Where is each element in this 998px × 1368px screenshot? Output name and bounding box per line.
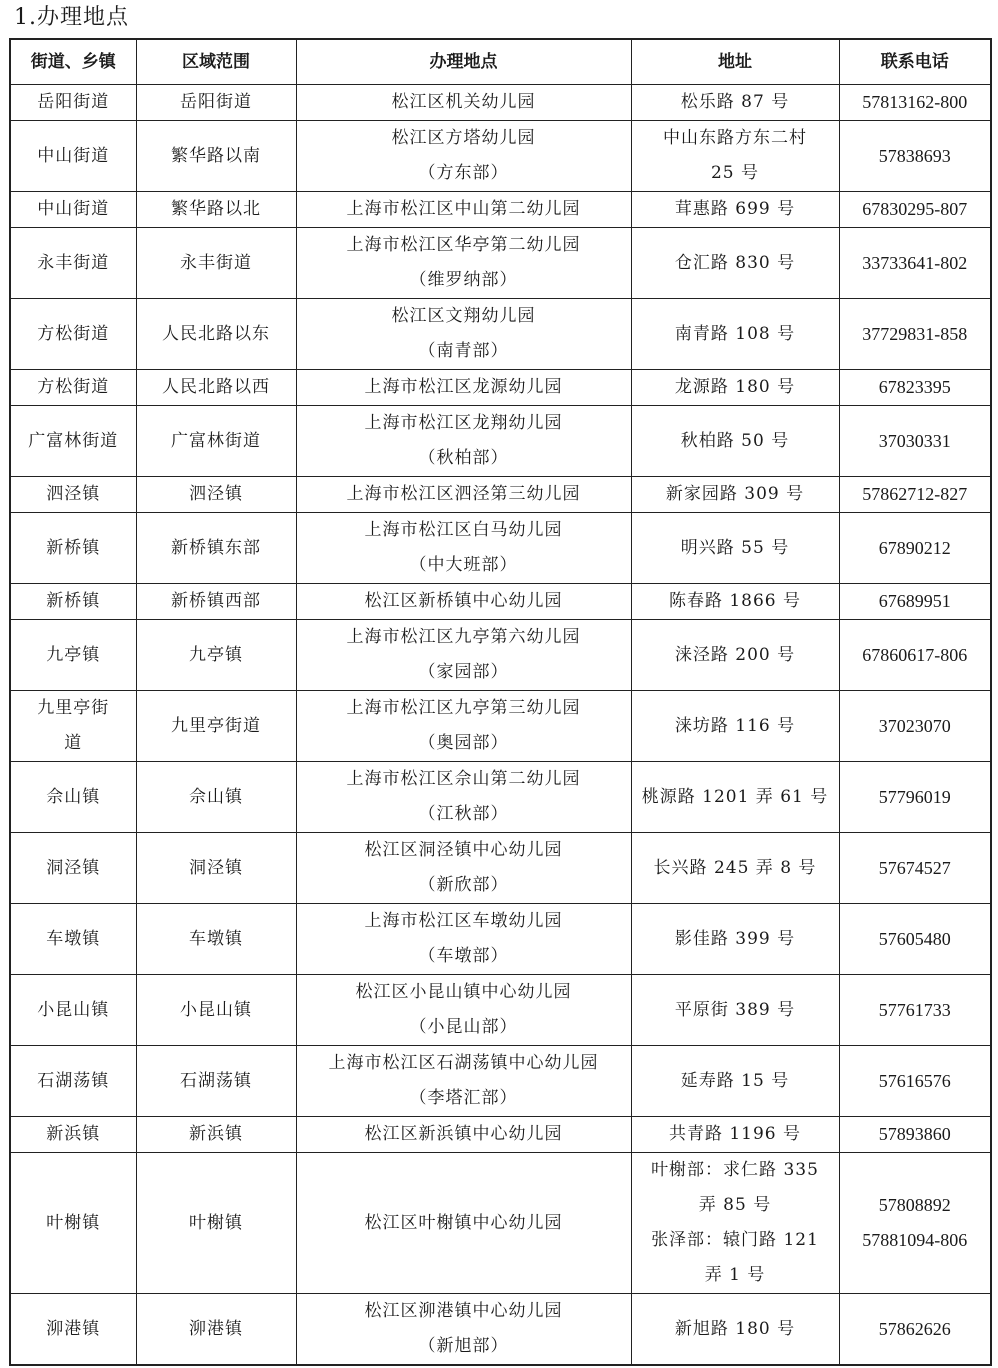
cell-place-line: （新旭部） bbox=[418, 1336, 509, 1356]
cell-address-line: 影佳路 399 号 bbox=[674, 928, 796, 949]
cell-area bbox=[136, 1117, 296, 1153]
cell-area bbox=[136, 299, 296, 370]
cell-place-line: （秋柏部） bbox=[418, 448, 509, 468]
cell-street bbox=[10, 1046, 136, 1117]
cell-phone-line: 57605480 bbox=[878, 928, 951, 949]
cell-phone bbox=[839, 904, 991, 975]
cell-address bbox=[631, 513, 839, 584]
table-row bbox=[10, 513, 991, 584]
cell-phone-line: 57862712-827 bbox=[862, 484, 968, 504]
cell-street-line: 新桥镇 bbox=[46, 591, 101, 611]
cell-street bbox=[10, 975, 136, 1046]
cell-phone bbox=[839, 121, 991, 192]
cell-street-line: 道 bbox=[64, 733, 83, 753]
cell-area-line: 小昆山镇 bbox=[180, 999, 252, 1020]
cell-address-line: 陈春路 1866 号 bbox=[668, 591, 802, 611]
cell-street-line: 中山街道 bbox=[37, 145, 110, 166]
cell-place bbox=[296, 477, 631, 513]
table-row bbox=[10, 975, 991, 1046]
cell-address-line: 松乐路 87 号 bbox=[680, 92, 790, 112]
cell-street bbox=[10, 192, 136, 228]
cell-address bbox=[631, 1294, 839, 1366]
cell-address-line: 涞坊路 116 号 bbox=[674, 715, 796, 736]
cell-place bbox=[296, 85, 631, 121]
cell-address bbox=[631, 691, 839, 762]
cell-area-line: 石湖荡镇 bbox=[180, 1070, 252, 1091]
cell-area-line: 人民北路以东 bbox=[162, 323, 270, 344]
cell-area bbox=[136, 513, 296, 584]
cell-street-line: 洞泾镇 bbox=[46, 857, 101, 878]
table-row bbox=[10, 1117, 991, 1153]
cell-place-line: 上海市松江区泗泾第三幼儿园 bbox=[346, 484, 581, 504]
header-street: 街道、乡镇 bbox=[10, 39, 136, 85]
cell-phone bbox=[839, 1153, 991, 1294]
cell-address-line: 弄 85 号 bbox=[698, 1195, 772, 1215]
cell-street-line: 新桥镇 bbox=[46, 537, 101, 558]
cell-place bbox=[296, 833, 631, 904]
table-row bbox=[10, 192, 991, 228]
cell-street-line: 方松街道 bbox=[37, 377, 110, 397]
cell-phone bbox=[839, 762, 991, 833]
cell-place-line: （方东部） bbox=[418, 163, 509, 183]
header-address: 地址 bbox=[631, 39, 839, 85]
table-row bbox=[10, 1294, 991, 1366]
cell-address-line: 叶榭部：求仁路 335 bbox=[651, 1160, 819, 1180]
cell-area bbox=[136, 1294, 296, 1366]
cell-street-line: 方松街道 bbox=[37, 323, 110, 344]
cell-place bbox=[296, 1046, 631, 1117]
cell-place-line: 松江区新桥镇中心幼儿园 bbox=[364, 591, 563, 611]
cell-phone-line: 37030331 bbox=[878, 430, 951, 451]
cell-phone-line: 67823395 bbox=[878, 377, 951, 397]
cell-address bbox=[631, 1117, 839, 1153]
cell-phone bbox=[839, 691, 991, 762]
office-locations-table bbox=[9, 38, 992, 1366]
cell-place-line: 上海市松江区龙翔幼儿园 bbox=[364, 413, 563, 433]
table-row bbox=[10, 121, 991, 192]
cell-phone-line: 57838693 bbox=[878, 145, 951, 166]
table-row bbox=[10, 406, 991, 477]
cell-address bbox=[631, 477, 839, 513]
cell-address-line: 新旭路 180 号 bbox=[674, 1318, 796, 1339]
cell-street bbox=[10, 406, 136, 477]
cell-area bbox=[136, 228, 296, 299]
cell-phone bbox=[839, 833, 991, 904]
cell-place-line: （江秋部） bbox=[418, 804, 509, 824]
cell-place-line: 上海市松江区佘山第二幼儿园 bbox=[346, 769, 581, 789]
cell-place bbox=[296, 1153, 631, 1294]
cell-street bbox=[10, 1117, 136, 1153]
table-row bbox=[10, 477, 991, 513]
cell-place bbox=[296, 904, 631, 975]
cell-place bbox=[296, 584, 631, 620]
cell-area bbox=[136, 477, 296, 513]
cell-address-line: 龙源路 180 号 bbox=[674, 377, 796, 397]
cell-address bbox=[631, 299, 839, 370]
cell-street bbox=[10, 904, 136, 975]
cell-address-line: 长兴路 245 弄 8 号 bbox=[653, 857, 817, 878]
cell-street bbox=[10, 228, 136, 299]
cell-area-line: 新桥镇东部 bbox=[171, 537, 261, 558]
cell-area-line: 繁华路以北 bbox=[171, 199, 261, 219]
cell-place-line: （维罗纳部） bbox=[409, 270, 518, 290]
table-body bbox=[10, 85, 991, 1366]
cell-area bbox=[136, 833, 296, 904]
cell-address-line: 桃源路 1201 弄 61 号 bbox=[641, 786, 829, 807]
cell-address-line: 涞泾路 200 号 bbox=[674, 644, 796, 665]
cell-place bbox=[296, 1117, 631, 1153]
table-row bbox=[10, 228, 991, 299]
cell-address-line: 平原街 389 号 bbox=[674, 999, 796, 1020]
cell-phone bbox=[839, 620, 991, 691]
cell-area bbox=[136, 1153, 296, 1294]
cell-area bbox=[136, 904, 296, 975]
cell-address bbox=[631, 975, 839, 1046]
header-place: 办理地点 bbox=[296, 39, 631, 85]
table-row bbox=[10, 85, 991, 121]
cell-place-line: （小昆山部） bbox=[409, 1017, 518, 1037]
cell-phone bbox=[839, 299, 991, 370]
cell-place-line: 上海市松江区九亭第六幼儿园 bbox=[346, 627, 581, 647]
cell-place bbox=[296, 299, 631, 370]
cell-area bbox=[136, 370, 296, 406]
cell-address-line: 中山东路方东二村 bbox=[663, 128, 807, 148]
cell-place-line: 上海市松江区华亭第二幼儿园 bbox=[346, 235, 581, 255]
cell-street bbox=[10, 833, 136, 904]
cell-area-line: 人民北路以西 bbox=[162, 377, 270, 397]
cell-phone-line: 37023070 bbox=[878, 715, 951, 736]
cell-street bbox=[10, 584, 136, 620]
cell-phone-line: 57674527 bbox=[878, 857, 951, 878]
cell-street-line: 九里亭街 bbox=[37, 698, 110, 718]
cell-street-line: 石湖荡镇 bbox=[37, 1070, 110, 1091]
cell-phone-line: 57761733 bbox=[878, 999, 951, 1020]
cell-place-line: 松江区方塔幼儿园 bbox=[391, 128, 536, 148]
table-row bbox=[10, 1153, 991, 1294]
table-row bbox=[10, 1046, 991, 1117]
cell-address-line: 新家园路 309 号 bbox=[665, 484, 805, 504]
cell-area-line: 九亭镇 bbox=[189, 644, 243, 665]
cell-place-line: 上海市松江区中山第二幼儿园 bbox=[346, 199, 581, 219]
cell-street-line: 泗泾镇 bbox=[46, 484, 101, 504]
cell-street bbox=[10, 620, 136, 691]
cell-street bbox=[10, 513, 136, 584]
cell-area bbox=[136, 584, 296, 620]
cell-address-line: 南青路 108 号 bbox=[674, 323, 796, 344]
header-area: 区域范围 bbox=[136, 39, 296, 85]
cell-place-line: （家园部） bbox=[418, 662, 509, 682]
header-phone: 联系电话 bbox=[839, 39, 991, 85]
cell-street bbox=[10, 1153, 136, 1294]
cell-address-line: 弄 1 号 bbox=[704, 1265, 766, 1285]
table-row bbox=[10, 620, 991, 691]
cell-phone bbox=[839, 1294, 991, 1366]
cell-address bbox=[631, 904, 839, 975]
cell-phone bbox=[839, 1117, 991, 1153]
cell-place-line: 松江区文翔幼儿园 bbox=[391, 306, 536, 326]
cell-place-line: 上海市松江区石湖荡镇中心幼儿园 bbox=[328, 1053, 599, 1073]
table-row bbox=[10, 370, 991, 406]
cell-area-line: 洞泾镇 bbox=[189, 857, 243, 878]
cell-phone bbox=[839, 85, 991, 121]
cell-area-line: 繁华路以南 bbox=[171, 145, 261, 166]
cell-street-line: 新浜镇 bbox=[46, 1124, 101, 1144]
cell-address bbox=[631, 833, 839, 904]
table-row bbox=[10, 904, 991, 975]
cell-place-line: 松江区小昆山镇中心幼儿园 bbox=[355, 982, 572, 1002]
cell-street-line: 九亭镇 bbox=[46, 644, 101, 665]
cell-place bbox=[296, 121, 631, 192]
cell-place-line: 上海市松江区九亭第三幼儿园 bbox=[346, 698, 581, 718]
cell-street bbox=[10, 762, 136, 833]
cell-address-line: 秋柏路 50 号 bbox=[680, 430, 790, 451]
cell-area bbox=[136, 121, 296, 192]
cell-place-line: （李塔汇部） bbox=[409, 1088, 518, 1108]
cell-phone-line: 57616576 bbox=[878, 1070, 951, 1091]
cell-street bbox=[10, 85, 136, 121]
cell-phone bbox=[839, 477, 991, 513]
cell-place bbox=[296, 975, 631, 1046]
cell-place-line: （新欣部） bbox=[418, 875, 509, 895]
cell-place-line: （奥园部） bbox=[418, 733, 509, 753]
table-row bbox=[10, 584, 991, 620]
cell-place-line: （车墩部） bbox=[418, 946, 509, 966]
cell-area-line: 车墩镇 bbox=[189, 928, 243, 949]
cell-phone-line: 33733641-802 bbox=[862, 252, 968, 273]
cell-street-line: 岳阳街道 bbox=[37, 92, 110, 112]
cell-phone-line: 57796019 bbox=[878, 786, 951, 807]
cell-place bbox=[296, 370, 631, 406]
cell-place-line: （南青部） bbox=[418, 341, 509, 361]
cell-place-line: 松江区新浜镇中心幼儿园 bbox=[364, 1124, 563, 1144]
cell-address-line: 茸惠路 699 号 bbox=[674, 199, 796, 219]
cell-address bbox=[631, 762, 839, 833]
cell-phone bbox=[839, 975, 991, 1046]
cell-street-line: 泖港镇 bbox=[46, 1318, 101, 1339]
cell-place-line: 松江区叶榭镇中心幼儿园 bbox=[364, 1212, 563, 1233]
cell-place-line: 松江区洞泾镇中心幼儿园 bbox=[364, 840, 563, 860]
cell-address bbox=[631, 121, 839, 192]
cell-street-line: 车墩镇 bbox=[46, 928, 101, 949]
cell-phone-line: 67890212 bbox=[878, 537, 951, 558]
cell-phone bbox=[839, 228, 991, 299]
cell-place-line: 上海市松江区白马幼儿园 bbox=[364, 520, 563, 540]
cell-area bbox=[136, 620, 296, 691]
cell-area-line: 九里亭街道 bbox=[171, 715, 261, 736]
cell-address bbox=[631, 228, 839, 299]
cell-place-line: 上海市松江区车墩幼儿园 bbox=[364, 911, 563, 931]
cell-phone bbox=[839, 1046, 991, 1117]
table-row bbox=[10, 691, 991, 762]
cell-address-line: 仓汇路 830 号 bbox=[674, 252, 796, 273]
cell-address bbox=[631, 192, 839, 228]
cell-area-line: 岳阳街道 bbox=[180, 92, 252, 112]
cell-street-line: 佘山镇 bbox=[46, 786, 101, 807]
cell-address bbox=[631, 584, 839, 620]
cell-place-line: 松江区机关幼儿园 bbox=[391, 92, 536, 112]
cell-phone-line: 37729831-858 bbox=[862, 323, 968, 344]
cell-street bbox=[10, 1294, 136, 1366]
cell-address bbox=[631, 620, 839, 691]
cell-street bbox=[10, 477, 136, 513]
table-header-row bbox=[10, 39, 991, 85]
cell-area bbox=[136, 406, 296, 477]
cell-street-line: 叶榭镇 bbox=[46, 1212, 101, 1233]
cell-phone bbox=[839, 370, 991, 406]
cell-place bbox=[296, 620, 631, 691]
cell-area-line: 泗泾镇 bbox=[189, 484, 243, 504]
cell-area-line: 新浜镇 bbox=[189, 1124, 243, 1144]
cell-address-line: 共青路 1196 号 bbox=[668, 1124, 802, 1144]
cell-phone-line: 57881094-806 bbox=[862, 1230, 968, 1250]
cell-place bbox=[296, 192, 631, 228]
cell-area bbox=[136, 1046, 296, 1117]
cell-area-line: 新桥镇西部 bbox=[171, 591, 261, 611]
table-row bbox=[10, 833, 991, 904]
cell-place-line: （中大班部） bbox=[409, 555, 518, 575]
cell-phone bbox=[839, 406, 991, 477]
cell-phone-line: 57808892 bbox=[878, 1195, 951, 1215]
cell-place bbox=[296, 513, 631, 584]
cell-street-line: 中山街道 bbox=[37, 199, 110, 219]
cell-street bbox=[10, 121, 136, 192]
table-row bbox=[10, 762, 991, 833]
cell-phone bbox=[839, 192, 991, 228]
cell-area-line: 永丰街道 bbox=[180, 252, 252, 273]
cell-address bbox=[631, 1153, 839, 1294]
cell-phone bbox=[839, 584, 991, 620]
cell-area-line: 泖港镇 bbox=[189, 1318, 243, 1339]
cell-place bbox=[296, 406, 631, 477]
cell-area-line: 佘山镇 bbox=[189, 786, 243, 807]
cell-area bbox=[136, 85, 296, 121]
cell-street-line: 小昆山镇 bbox=[37, 999, 110, 1020]
cell-phone bbox=[839, 513, 991, 584]
cell-address bbox=[631, 85, 839, 121]
cell-address bbox=[631, 406, 839, 477]
cell-street bbox=[10, 299, 136, 370]
cell-place bbox=[296, 1294, 631, 1366]
cell-address-line: 明兴路 55 号 bbox=[680, 537, 790, 558]
cell-street-line: 永丰街道 bbox=[37, 252, 110, 273]
cell-address-line: 张泽部：辕门路 121 bbox=[651, 1230, 819, 1250]
cell-area bbox=[136, 192, 296, 228]
cell-address-line: 25 号 bbox=[710, 163, 760, 183]
cell-area bbox=[136, 762, 296, 833]
cell-place bbox=[296, 691, 631, 762]
cell-address bbox=[631, 1046, 839, 1117]
cell-place bbox=[296, 228, 631, 299]
cell-place-line: 松江区泖港镇中心幼儿园 bbox=[364, 1301, 563, 1321]
cell-street bbox=[10, 691, 136, 762]
table-row bbox=[10, 299, 991, 370]
cell-street bbox=[10, 370, 136, 406]
cell-area-line: 叶榭镇 bbox=[189, 1212, 243, 1233]
cell-area bbox=[136, 975, 296, 1046]
cell-phone-line: 67830295-807 bbox=[862, 199, 968, 219]
cell-area-line: 广富林街道 bbox=[171, 430, 261, 451]
cell-phone-line: 57813162-800 bbox=[862, 92, 968, 112]
section-heading: 1.办理地点 bbox=[14, 5, 129, 30]
cell-address-line: 延寿路 15 号 bbox=[680, 1070, 790, 1091]
cell-phone-line: 67860617-806 bbox=[862, 644, 968, 665]
cell-area bbox=[136, 691, 296, 762]
cell-address bbox=[631, 370, 839, 406]
cell-place bbox=[296, 762, 631, 833]
cell-street-line: 广富林街道 bbox=[28, 430, 119, 451]
cell-place-line: 上海市松江区龙源幼儿园 bbox=[364, 377, 563, 397]
cell-phone-line: 57862626 bbox=[878, 1318, 951, 1339]
cell-phone-line: 57893860 bbox=[878, 1124, 951, 1144]
cell-phone-line: 67689951 bbox=[878, 591, 951, 611]
